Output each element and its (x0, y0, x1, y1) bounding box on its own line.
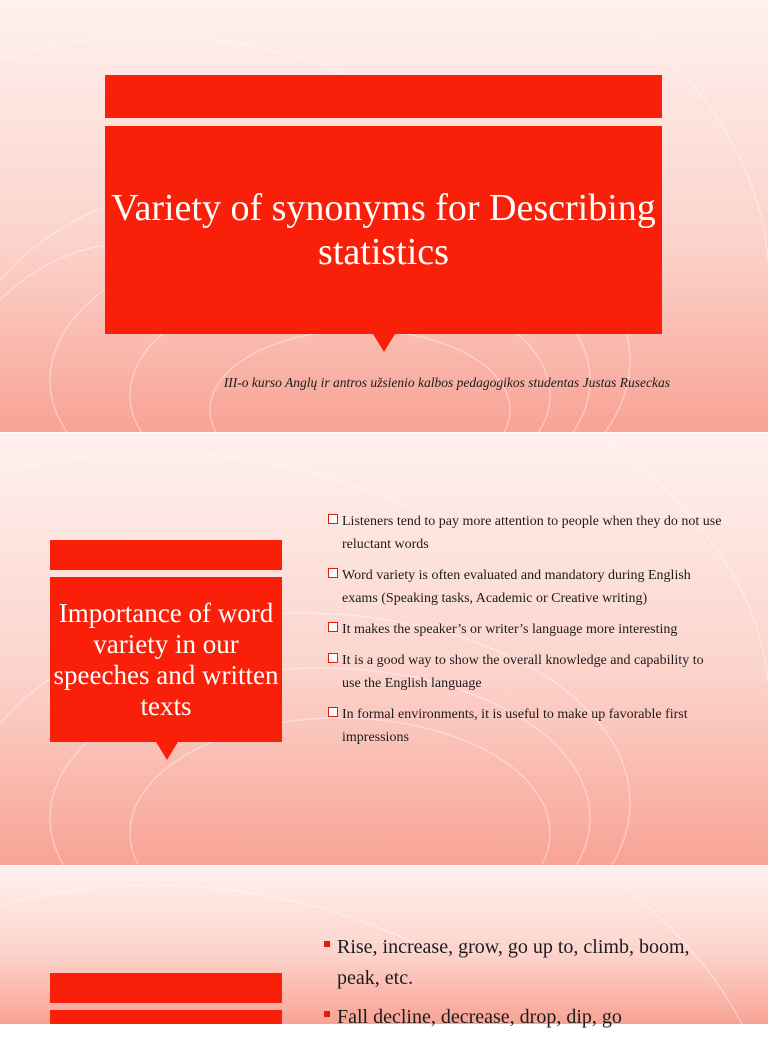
title-box-pointer (373, 334, 395, 352)
slide-1-title: Variety of synonyms for Describing statistics (111, 187, 656, 273)
slide-1-subtitle: III-o kurso Anglų ir antros užsienio kalbos pedagogikos studentas Justas Ruseckas (223, 375, 670, 390)
list-item (324, 1002, 714, 1033)
square-bullet-icon (324, 1011, 330, 1017)
slide-2-title-box-pointer (156, 742, 178, 760)
slide-3-bullet-list (324, 932, 714, 1041)
bullet-text: Listeners tend to pay more attention to people when they do not use reluctant words (342, 514, 722, 552)
list-item (328, 564, 723, 610)
list-item (324, 932, 714, 994)
list-item (328, 618, 723, 641)
bullet-text: Word variety is often evaluated and mandatory during English exams (Speaking tasks, Academic or Creative writing) (342, 568, 691, 606)
bullet-text: Rise, increase, grow, go up to, climb, boom, peak, etc. (337, 936, 690, 989)
checkbox-bullet-icon (328, 707, 338, 717)
slide-3-title-top-band (50, 973, 282, 1003)
bullet-text: Fall decline, decrease, drop, dip, go (337, 1006, 622, 1028)
bullet-text: In formal environments, it is useful to make up favorable first impressions (342, 707, 688, 745)
bullet-text: It makes the speaker’s or writer’s language more interesting (342, 622, 678, 637)
checkbox-bullet-icon (328, 514, 338, 524)
checkbox-bullet-icon (328, 622, 338, 632)
slide-1 (0, 0, 768, 432)
slide-2-title: Importance of word variety in our speeches and written texts (53, 597, 279, 721)
checkbox-bullet-icon (328, 653, 338, 663)
slide-2-bullet-list (328, 510, 723, 757)
bullet-text: It is a good way to show the overall knowledge and capability to use the English language (342, 653, 704, 691)
title-top-band (105, 75, 662, 118)
square-bullet-icon (324, 941, 330, 947)
checkbox-bullet-icon (328, 568, 338, 578)
slide-2-title-top-band (50, 540, 282, 570)
list-item (328, 703, 723, 749)
slide-3-title-box (50, 1010, 282, 1024)
list-item (328, 510, 723, 556)
list-item (328, 649, 723, 695)
